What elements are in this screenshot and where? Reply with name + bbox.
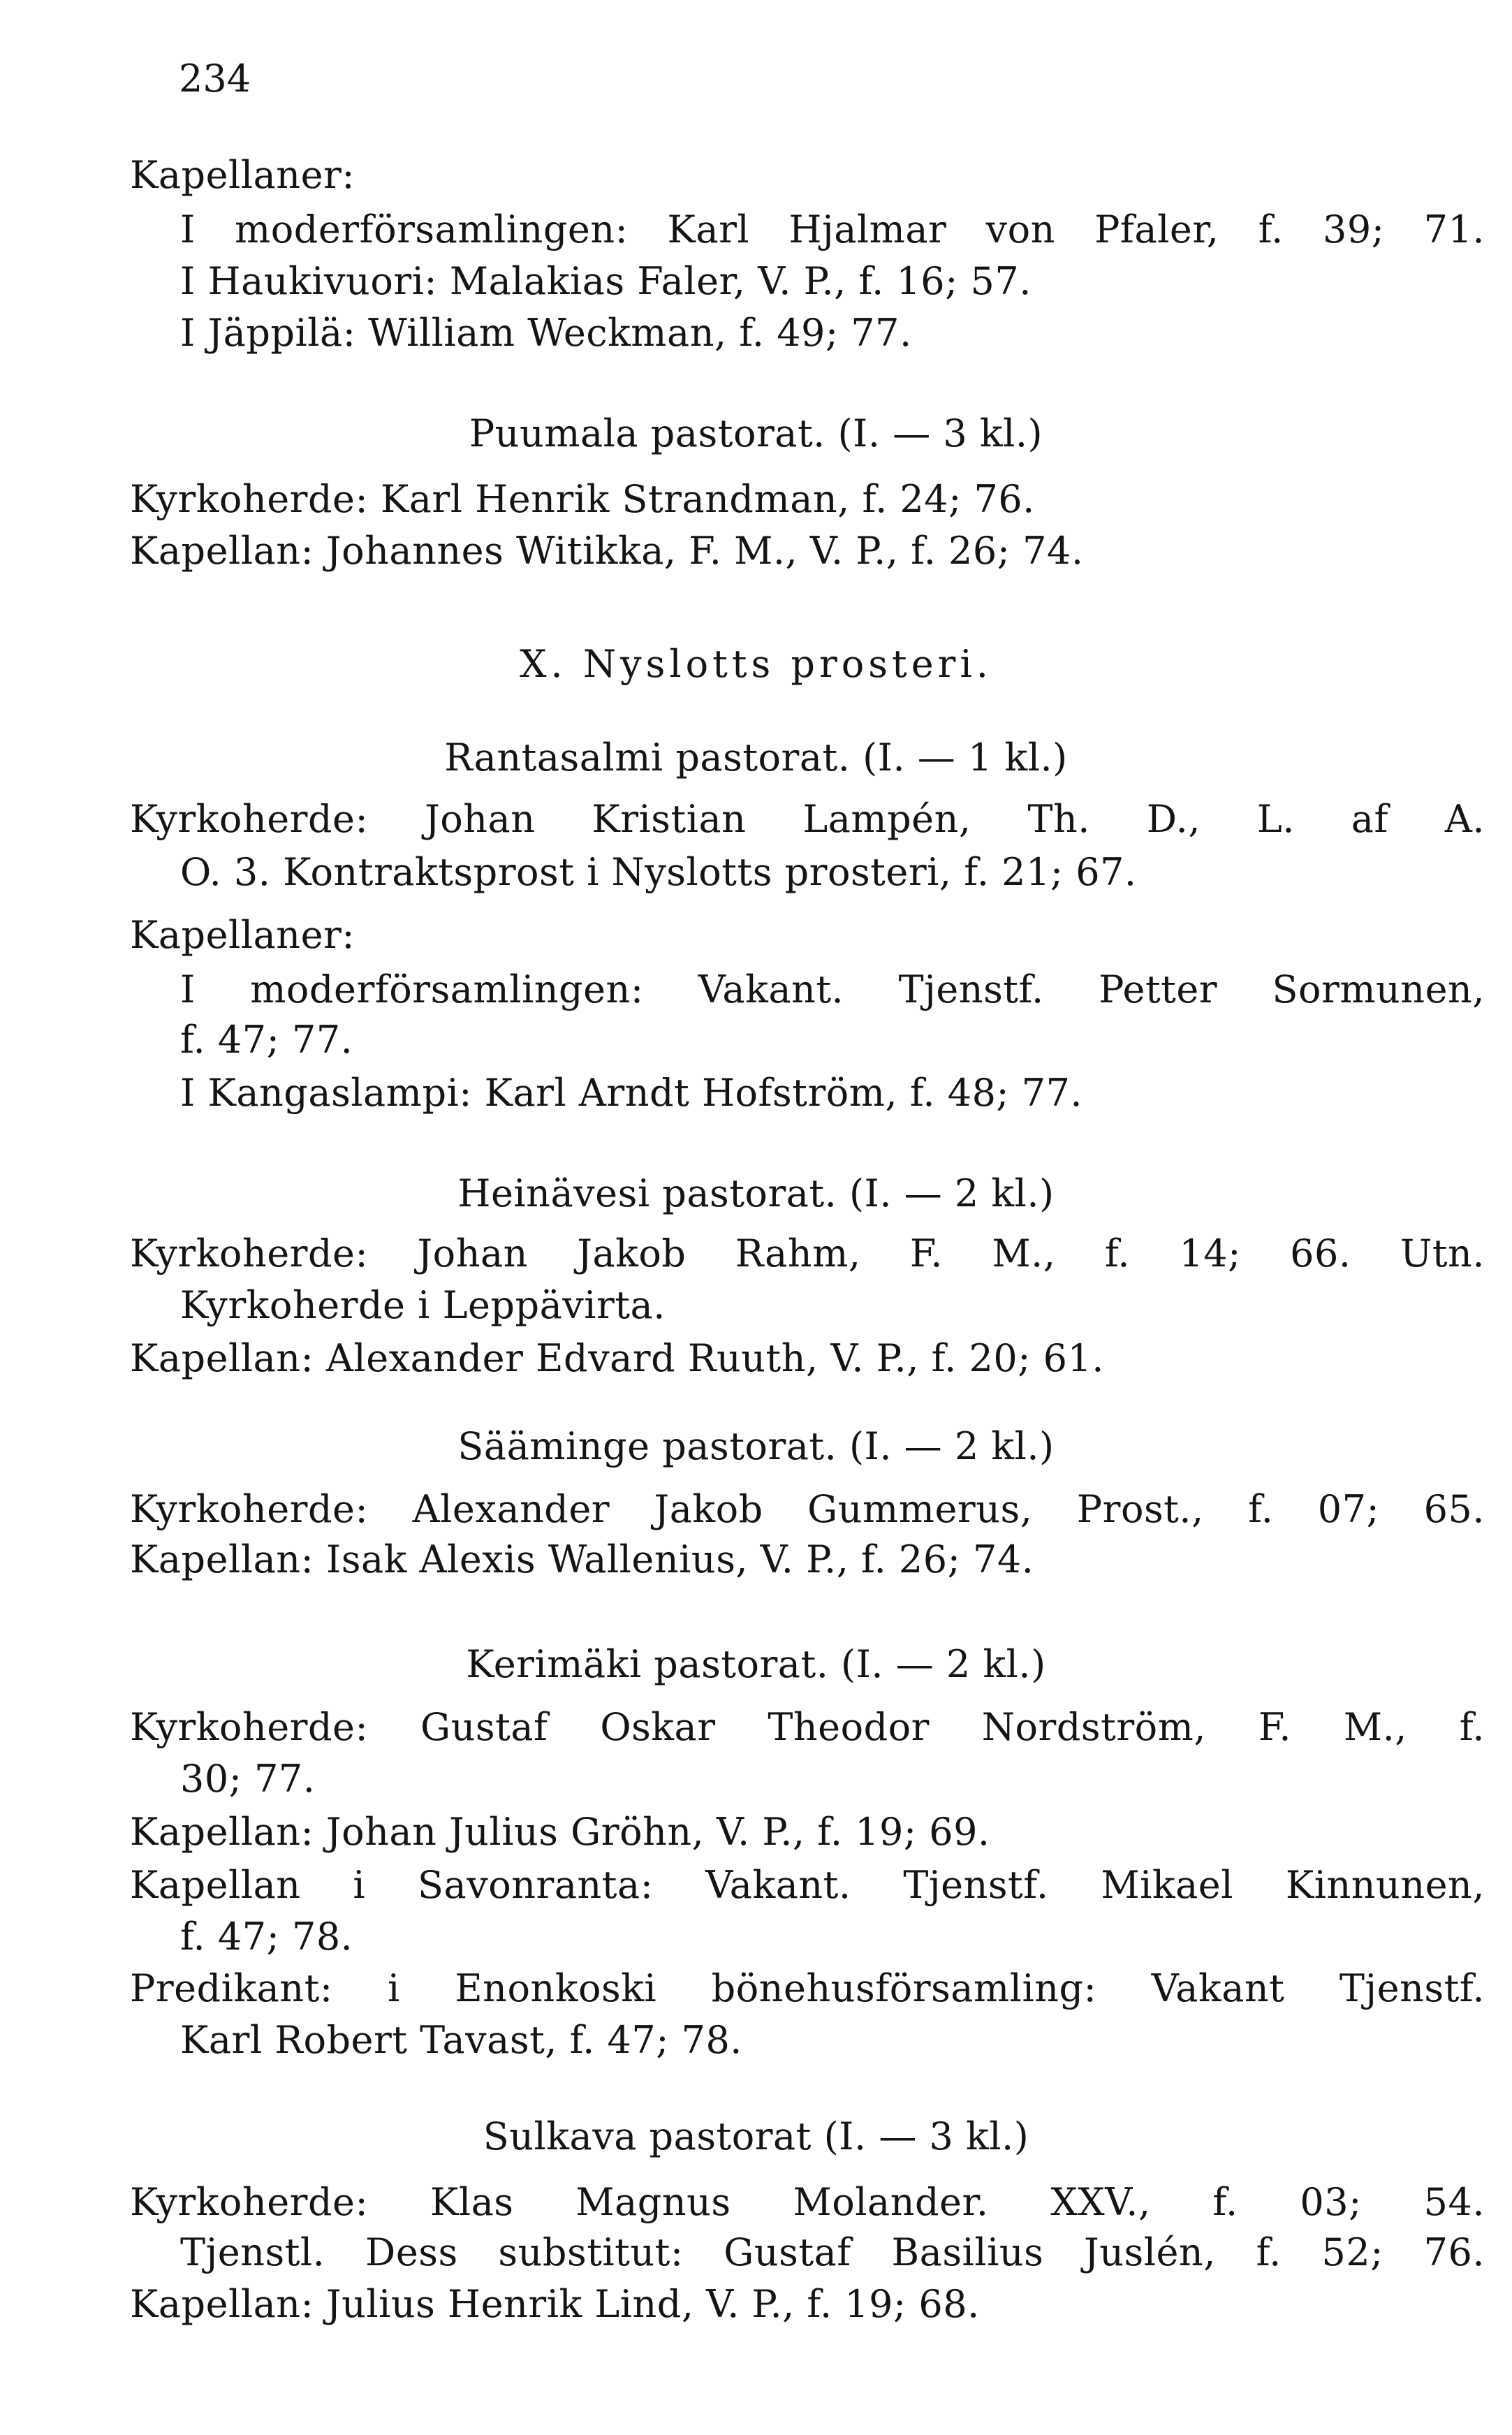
- text-line: f. 47; 78.: [180, 1915, 353, 1959]
- text-line: Kyrkoherde: Karl Henrik Strandman, f. 24; 76.: [130, 477, 1035, 521]
- text-line: Kyrkoherde: Klas Magnus Molander. XXV., f. 03; 54.: [130, 2180, 1485, 2224]
- section-heading-kapellaner: Kapellaner:: [130, 153, 355, 197]
- text-line: Kyrkoherde i Leppävirta.: [180, 1283, 666, 1327]
- text-line: Kapellan: Johannes Witikka, F. M., V. P., f. 26; 74.: [130, 529, 1084, 573]
- text-line: Kyrkoherde: Gustaf Oskar Theodor Nordström, F. M., f.: [130, 1705, 1485, 1749]
- page-number: 234: [179, 57, 251, 101]
- parish-heading: Sääminge pastorat. (I. — 2 kl.): [457, 1424, 1055, 1468]
- text-line: Kapellan: Johan Julius Gröhn, V. P., f. 19; 69.: [130, 1810, 990, 1854]
- parish-heading: Heinävesi pastorat. (I. — 2 kl.): [457, 1171, 1055, 1215]
- text-line: I Haukivuori: Malakias Faler, V. P., f. 16; 57.: [180, 259, 1032, 303]
- text-line: O. 3. Kontraktsprost i Nyslotts prosteri, f. 21; 67.: [180, 850, 1137, 894]
- parish-heading: Rantasalmi pastorat. (I. — 1 kl.): [444, 736, 1068, 780]
- section-heading-kapellaner: Kapellaner:: [130, 913, 355, 957]
- text-line: Kapellan: Julius Henrik Lind, V. P., f. 19; 68.: [130, 2282, 980, 2326]
- text-line: Kyrkoherde: Johan Jakob Rahm, F. M., f. 14; 66. Utn.: [130, 1231, 1485, 1275]
- text-line: I Kangaslampi: Karl Arndt Hofström, f. 48; 77.: [180, 1071, 1083, 1115]
- text-line: Kapellan i Savonranta: Vakant. Tjenstf. Mikael Kinnunen,: [130, 1863, 1485, 1907]
- parish-heading: Kerimäki pastorat. (I. — 2 kl.): [466, 1642, 1046, 1686]
- text-line: Kapellan: Alexander Edvard Ruuth, V. P., f. 20; 61.: [130, 1336, 1104, 1380]
- text-line: Tjenstl. Dess substitut: Gustaf Basilius Juslén, f. 52; 76.: [180, 2230, 1485, 2274]
- parish-heading: Sulkava pastorat (I. — 3 kl.): [483, 2114, 1029, 2158]
- text-line: Karl Robert Tavast, f. 47; 78.: [180, 2018, 742, 2062]
- text-line: I moderförsamlingen: Karl Hjalmar von Pfaler, f. 39; 71.: [180, 207, 1485, 251]
- text-line: f. 47; 77.: [180, 1018, 353, 1062]
- text-line: Kapellan: Isak Alexis Wallenius, V. P., f. 26; 74.: [130, 1537, 1034, 1581]
- text-line: I Jäppilä: William Weckman, f. 49; 77.: [180, 311, 912, 355]
- parish-heading: Puumala pastorat. (I. — 3 kl.): [469, 411, 1043, 455]
- deanery-heading: X. Nyslotts prosteri.: [520, 642, 992, 686]
- text-line: 30; 77.: [180, 1757, 316, 1801]
- text-line: Kyrkoherde: Johan Kristian Lampén, Th. D., L. af A.: [130, 797, 1485, 841]
- text-line: Predikant: i Enonkoski bönehusförsamling: Vakant Tjenstf.: [130, 1966, 1485, 2010]
- text-line: I moderförsamlingen: Vakant. Tjenstf. Petter Sormunen,: [180, 967, 1485, 1011]
- text-line: Kyrkoherde: Alexander Jakob Gummerus, Prost., f. 07; 65.: [130, 1487, 1485, 1531]
